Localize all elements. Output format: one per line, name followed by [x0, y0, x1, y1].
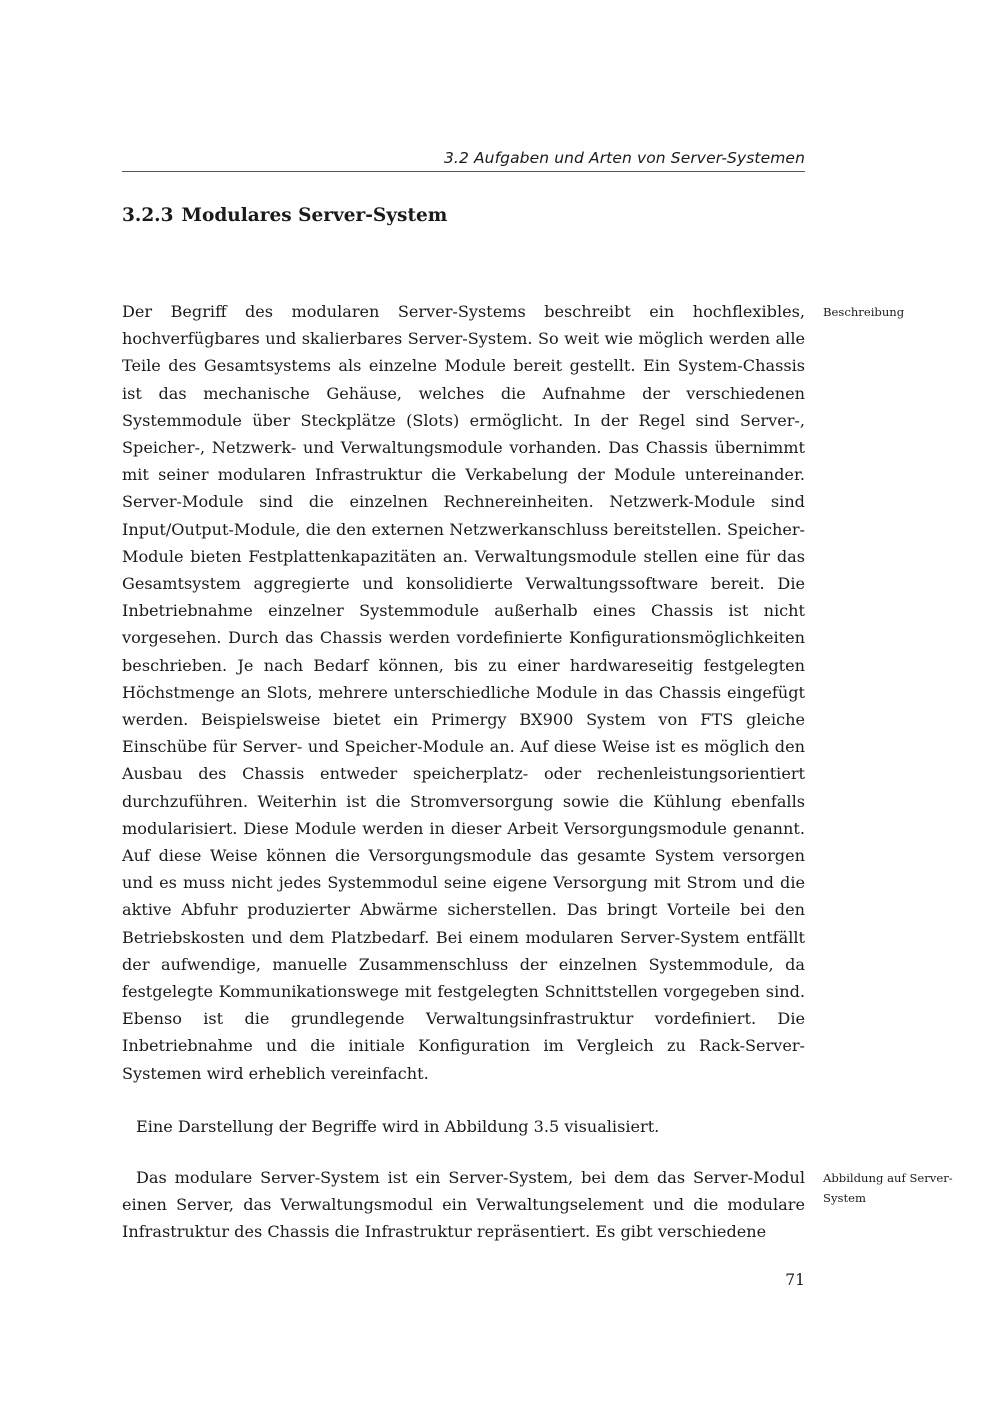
- body-paragraph-figure-reference: Eine Darstellung der Begriffe wird in Abbildung 3.5 visualisiert.: [136, 1117, 660, 1136]
- header-rule: [122, 171, 805, 172]
- margin-note-beschreibung: Beschreibung: [823, 305, 905, 319]
- body-paragraph-description: Der Begriff des modularen Server-Systems beschreibt ein hochflexibles, hochverfügbares und skalierbares Server-System. So weit wie möglich werden alle Teile des Gesamtsystems als einzelne Module bereit gestellt. Ein System-Chassis ist das mechanische Gehäuse, welches die Aufnahme der verschiedenen Systemmodule über Steckplätze (Slots) ermöglicht. In der Regel sind Server-, Speicher-, Netzwerk- und Verwaltungsmodule vorhanden. Das Chassis übernimmt mit seiner modularen Infrastruktur die Verkabelung der Module untereinander. Server-Module sind die einzelnen Rechnereinheiten. Netzwerk-Module sind Input/Output-Module, die den externen Netzwerkanschluss bereitstellen. Speicher-Module bieten Festplattenkapazitäten an. Verwaltungsmodule stellen eine für das Gesamtsystem aggregierte und konsolidierte Verwaltungssoftware bereit. Die Inbetriebnahme einzelner Systemmodule außerhalb eines Chassis ist nicht vorgesehen. Durch das Chassis werden vordefinierte Konfigurationsmöglichkeiten beschrieben. Je nach Bedarf können, bis zu einer hardwareseitig festgelegten Höchstmenge an Slots, mehrere unterschiedliche Module in das Chassis eingefügt werden. Beispielsweise bietet ein Primergy BX900 System von FTS gleiche Einschübe für Server- und Speicher-Module an. Auf diese Weise ist es möglich den Ausbau des Chassis entweder speicherplatz- oder rechenleistungsorientiert durchzuführen. Weiterhin ist die Stromversorgung sowie die Kühlung ebenfalls modularisiert. Diese Module werden in dieser Arbeit Versorgungsmodule genannt. Auf diese Weise können die Versorgungsmodule das gesamte System versorgen und es muss nicht jedes Systemmodul seine eigene Versorgung mit Strom und die aktive Abfuhr produzierter Abwärme sicherstellen. Das bringt Vorteile bei den Betriebskosten und dem Platzbedarf. Bei einem modularen Server-System entfällt der aufwendige, manuelle Zusammenschluss der einzelnen Systemmodule, da festgelegte Kommunikationswege mit festgelegten Schnittstellen vorgegeben sind. Ebenso ist die grundlegende Verwaltungsinfrastruktur vordefiniert. Die Inbetriebnahme und die initiale Konfiguration im Vergleich zu Rack-Server-Systemen wird erheblich vereinfacht.: [122, 302, 805, 1083]
- running-head: 3.2 Aufgaben und Arten von Server-Systemen: [443, 149, 805, 167]
- margin-note-abbildung: Abbildung auf Server-System: [823, 1171, 953, 1205]
- section-title: Modulares Server-System: [181, 205, 448, 226]
- section-heading: [122, 203, 447, 229]
- body-paragraph-mapping: Das modulare Server-System ist ein Server-System, bei dem das Server-Modul einen Server, das Verwaltungsmodul ein Verwaltungselement und die modulare Infrastruktur des Chassis die Infrastruktur repräsentiert. Es gibt verschiedene: [122, 1168, 805, 1242]
- section-number: 3.2.3: [122, 205, 174, 226]
- page-number: 71: [785, 1271, 805, 1289]
